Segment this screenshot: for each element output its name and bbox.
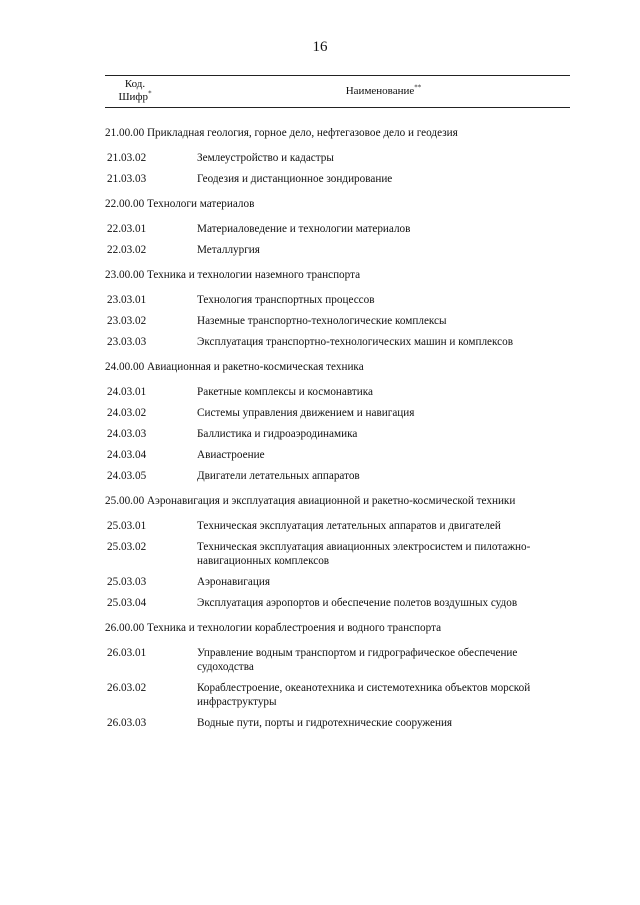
table-row (105, 151, 570, 165)
specialty-name: Техническая эксплуатация летательных аппаратов и двигателей (197, 520, 501, 532)
group-title: 24.00.00 Авиационная и ракетно-космическая техника (105, 361, 364, 373)
specialty-name: Геодезия и дистанционное зондирование (197, 173, 393, 185)
specialty-code: 22.03.01 (107, 223, 147, 235)
table-row (105, 716, 570, 730)
table-row (105, 681, 570, 709)
specialty-code: 25.03.02 (107, 541, 147, 553)
specialty-name: Техническая эксплуатация авиационных электросистем и пилотажно-навигационных комплексов (197, 541, 531, 567)
specialty-name: Управление водным транспортом и гидрографическое обеспечение судоходства (197, 647, 518, 673)
specialty-code: 26.03.03 (107, 717, 147, 729)
table-row (105, 646, 570, 674)
specialty-name: Авиастроение (197, 449, 265, 461)
table-row (105, 172, 570, 186)
table-row (105, 385, 570, 399)
specialty-code: 25.03.04 (107, 597, 147, 609)
group-title: 26.00.00 Техника и технологии кораблестроения и водного транспорта (105, 622, 442, 634)
specialty-code: 24.03.03 (107, 428, 147, 440)
name-footnote-mark: ** (414, 83, 422, 92)
specialty-code: 21.03.03 (107, 173, 147, 185)
specialty-group (105, 268, 570, 349)
group-title: 22.00.00 Технологи материалов (105, 198, 255, 210)
table-row (105, 427, 570, 441)
table-row (105, 243, 570, 257)
specialty-code: 23.03.01 (107, 294, 147, 306)
specialty-name: Системы управления движением и навигация (197, 407, 415, 419)
specialty-group (105, 126, 570, 186)
table-row (105, 540, 570, 568)
specialty-code: 26.03.01 (107, 647, 147, 659)
specialty-name: Землеустройство и кадастры (197, 152, 334, 164)
specialty-group (105, 494, 570, 610)
specialty-code: 22.03.02 (107, 244, 147, 256)
specialty-name: Аэронавигация (197, 576, 270, 588)
specialties-list (105, 126, 570, 741)
specialty-group (105, 360, 570, 483)
column-header-code (105, 78, 165, 104)
group-title: 25.00.00 Аэронавигация и эксплуатация авиационной и ракетно-космической техники (105, 495, 516, 507)
specialty-code: 24.03.05 (107, 470, 147, 482)
specialty-code: 24.03.04 (107, 449, 147, 461)
specialty-code: 25.03.01 (107, 520, 147, 532)
specialty-code: 23.03.02 (107, 315, 147, 327)
specialty-code: 26.03.02 (107, 682, 147, 694)
specialty-name: Баллистика и гидроаэродинамика (197, 428, 358, 440)
specialty-code: 24.03.01 (107, 386, 147, 398)
cipher-footnote-mark: * (148, 89, 152, 98)
specialty-name: Эксплуатация транспортно-технологических машин и комплексов (197, 336, 514, 348)
specialty-name: Ракетные комплексы и космонавтика (197, 386, 373, 398)
specialty-code: 25.03.03 (107, 576, 147, 588)
specialty-name: Кораблестроение, океанотехника и системотехника объектов морской инфраструктуры (197, 682, 531, 708)
specialty-name: Материаловедение и технологии материалов (197, 223, 411, 235)
table-row (105, 406, 570, 420)
specialty-name: Технология транспортных процессов (197, 294, 375, 306)
table-header (105, 75, 570, 108)
specialty-code: 24.03.02 (107, 407, 147, 419)
column-header-name (197, 85, 570, 97)
table-row (105, 575, 570, 589)
specialty-name: Двигатели летательных аппаратов (197, 470, 360, 482)
group-title: 23.00.00 Техника и технологии наземного транспорта (105, 269, 361, 281)
specialty-name: Металлургия (197, 244, 260, 256)
table-row (105, 469, 570, 483)
group-title: 21.00.00 Прикладная геология, горное дело, нефтегазовое дело и геодезия (105, 127, 458, 139)
specialty-name: Наземные транспортно-технологические комплексы (197, 315, 447, 327)
specialty-name: Водные пути, порты и гидротехнические сооружения (197, 717, 453, 729)
name-label: Наименование (345, 85, 415, 97)
page-number: 16 (312, 39, 328, 55)
table-row (105, 335, 570, 349)
specialty-code: 23.03.03 (107, 336, 147, 348)
specialty-code: 21.03.02 (107, 152, 147, 164)
code-label: Код. (124, 78, 146, 90)
table-row (105, 293, 570, 307)
table-row (105, 596, 570, 610)
specialty-group (105, 197, 570, 257)
table-row (105, 448, 570, 462)
table-row (105, 314, 570, 328)
specialty-group (105, 621, 570, 730)
cipher-label: Шифр (118, 91, 149, 103)
specialty-name: Эксплуатация аэропортов и обеспечение полетов воздушных судов (197, 597, 518, 609)
table-row (105, 519, 570, 533)
table-row (105, 222, 570, 236)
